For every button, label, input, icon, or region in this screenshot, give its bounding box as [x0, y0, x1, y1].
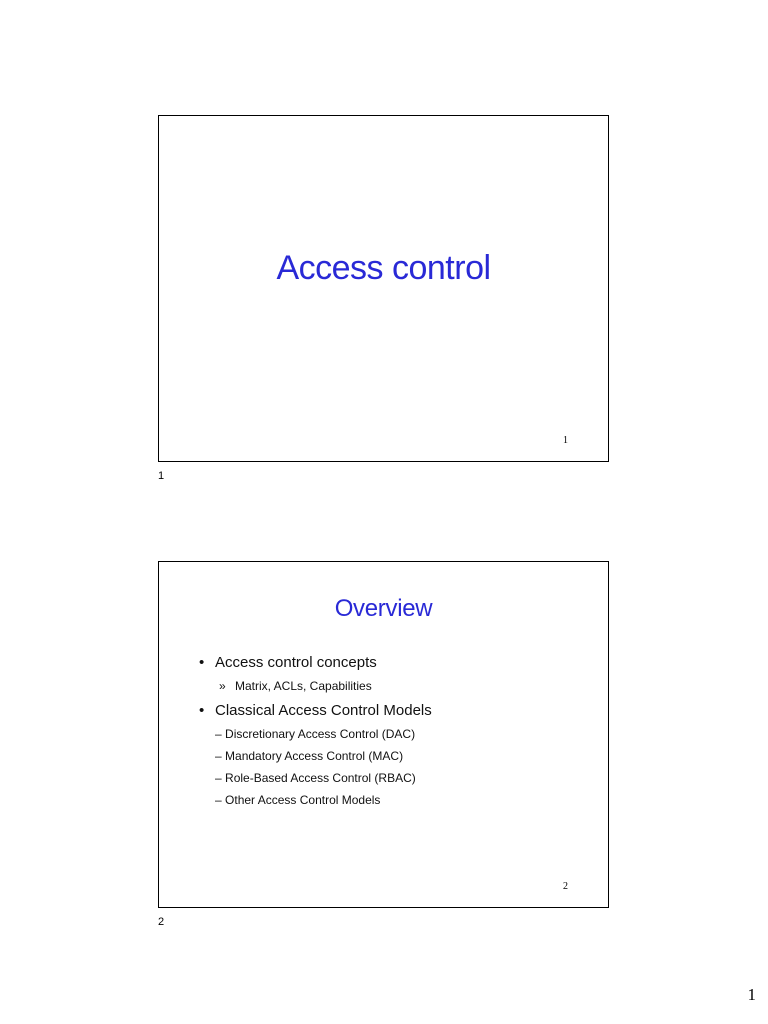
list-item: [215, 793, 380, 807]
slide-2: [158, 561, 609, 908]
slide-label: 2: [158, 916, 165, 928]
bullet-marker: –: [215, 749, 222, 763]
slide-title: Overview: [334, 595, 433, 622]
bullet-marker: •: [199, 654, 205, 671]
bullet-marker: –: [215, 727, 222, 741]
list-item: [215, 771, 416, 785]
list-item: [219, 679, 372, 693]
list-item-text: Other Access Control Models: [225, 793, 381, 807]
list-item-text: Matrix, ACLs, Capabilities: [235, 679, 372, 693]
bullet-marker: –: [215, 771, 222, 785]
list-item-text: Classical Access Control Models: [215, 702, 432, 719]
bullet-marker: •: [199, 702, 205, 719]
list-item: [199, 654, 377, 671]
slide-label: 1: [158, 470, 165, 482]
bullet-marker: »: [219, 679, 226, 693]
list-item-text: Discretionary Access Control (DAC): [225, 727, 416, 741]
bullet-marker: –: [215, 793, 222, 807]
slide-number: 1: [563, 435, 568, 446]
page-number: 1: [747, 985, 756, 1004]
list-item-text: Mandatory Access Control (MAC): [225, 749, 404, 763]
slide-title: Access control: [276, 249, 491, 287]
list-item-text: Role-Based Access Control (RBAC): [225, 771, 416, 785]
slide-number: 2: [563, 881, 568, 892]
list-item: [199, 702, 432, 719]
list-item: [215, 727, 415, 741]
slide-1: [158, 115, 609, 462]
list-item: [215, 749, 403, 763]
list-item-text: Access control concepts: [215, 654, 377, 671]
